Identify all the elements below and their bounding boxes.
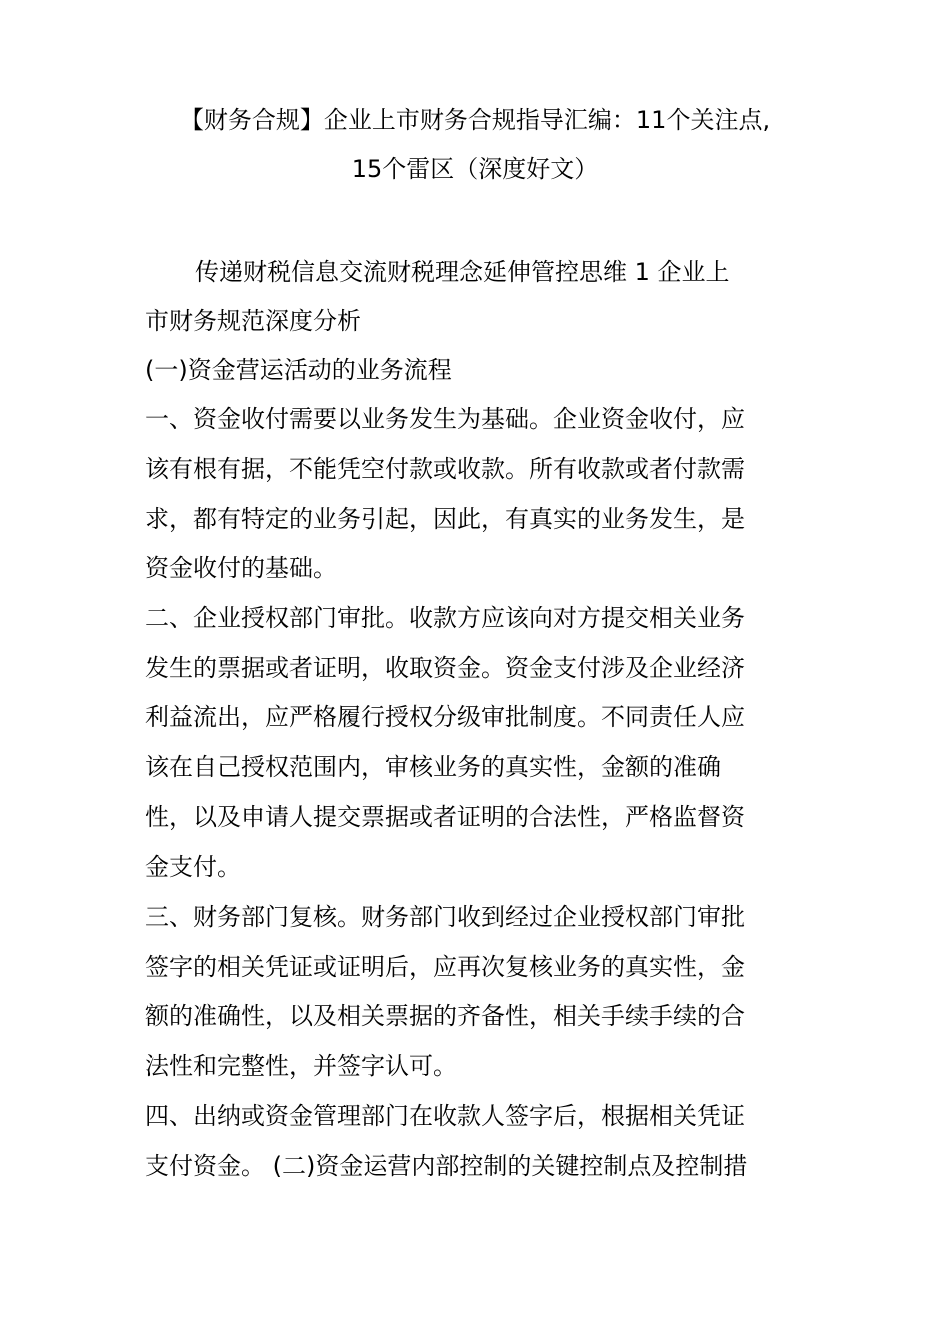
body-line: 求，都有特定的业务引起，因此，有真实的业务发生，是 [145, 505, 745, 533]
body-line: 该在自己授权范围内，审核业务的真实性，金额的准确 [145, 753, 721, 781]
body-line: 发生的票据或者证明，收取资金。资金支付涉及企业经济 [145, 654, 745, 682]
body-line: 一、资金收付需要以业务发生为基础。企业资金收付，应 [145, 405, 745, 433]
body-line: 额的准确性，以及相关票据的齐备性，相关手续手续的合 [145, 1002, 745, 1030]
body-line: 性，以及申请人提交票据或者证明的合法性，严格监督资 [145, 803, 745, 831]
body-line: 二、企业授权部门审批。收款方应该向对方提交相关业务 [145, 604, 745, 632]
document-title-line-2: 15个雷区（深度好文） [351, 155, 599, 183]
body-line: 三、财务部门复核。财务部门收到经过企业授权部门审批 [145, 903, 745, 931]
body-line: 签字的相关凭证或证明后，应再次复核业务的真实性，金 [145, 953, 745, 981]
body-line: 市财务规范深度分析 [145, 307, 361, 335]
section-heading: (一)资金营运活动的业务流程 [145, 356, 452, 384]
document-title-line-1: 【财务合规】企业上市财务合规指导汇编：11个关注点, [179, 106, 771, 134]
body-line: 资金收付的基础。 [145, 554, 337, 582]
body-line: 利益流出，应严格履行授权分级审批制度。不同责任人应 [145, 703, 745, 731]
body-line: 法性和完整性，并签字认可。 [145, 1052, 457, 1080]
body-line: 支付资金。 (二)资金运营内部控制的关键控制点及控制措 [145, 1152, 748, 1180]
body-line: 传递财税信息交流财税理念延伸管控思维 1 企业上 [195, 258, 730, 286]
body-line: 金支付。 [145, 853, 241, 881]
body-line: 该有根有据，不能凭空付款或收款。所有收款或者付款需 [145, 455, 745, 483]
body-line: 四、出纳或资金管理部门在收款人签字后，根据相关凭证 [145, 1102, 745, 1130]
